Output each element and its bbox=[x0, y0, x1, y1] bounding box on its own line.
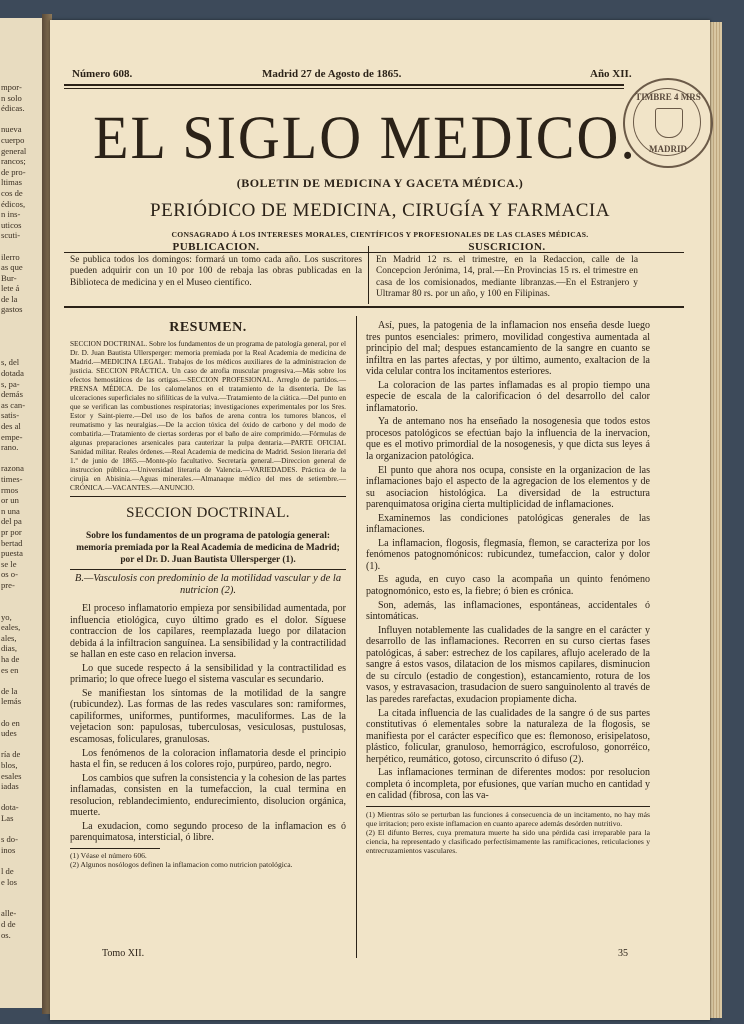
left-column bbox=[70, 320, 346, 869]
footnote: (1) Mientras sólo se perturban las funciones á consecuencia de un incitamento, no hay más que irritacion; pero existe inflamacion en cuanto aparece además desórden nutritivo. bbox=[366, 809, 650, 828]
suscricion-text: En Madrid 12 rs. el trimestre, en la Redaccion, calle de la Concepcion Jerónima, 14, pral.—En Provincias 15 rs. el trimestre en casa de los comisionados, mediante libranzas.—En el Estranjero y Ultramar 80 rs. por un año, y 100 en Filipinas. bbox=[376, 255, 638, 299]
resumen-title: RESUMEN. bbox=[169, 320, 247, 335]
body-paragraph: Son, además, las inflamaciones, espontáneas, accidentales ó sintomáticas. bbox=[366, 599, 650, 623]
stamp-bottom-text: MADRID bbox=[649, 144, 687, 154]
body-paragraph: Influyen notablemente las cualidades de la sangre en el carácter y desarrollo de las inflamaciones. Recorren en su curso ciertas fases patológicas, á saber: estrechez de los capilares, aflujo acelerado de la sangre á estos vasos, dilatacion de los mismos capilares, disminucion de su círculo (estadio de congestion), estancamiento, rotura de los vasos, y estravasacion, trasudacion de suero sanguinolento al través de las paredes rarefactas, exudacion propiamente dicha. bbox=[366, 624, 650, 705]
masthead-title: EL SIGLO MEDICO. bbox=[93, 103, 637, 172]
tax-stamp bbox=[623, 78, 713, 168]
resumen-text: SECCION DOCTRINAL. Sobre los fundamentos de un programa de patología general, por el Dr. D. Juan Bautista Ullersperger: memoria premiada por la Real Academia de medicina de Madrid.—MEDICINA LEGAL. Trabajos de los médicos auxiliares de la administracion de justicia. SECCION PRÁCTICA. Un caso de atrofia muscular progresiva.—Más sobre los efectos hemostáticos de las ortigas.—SECCION PROFESIONAL. Arreglo de partidos.—PRENSA MÉDICA. De los calomelanos en el tratamiento de la disentería. De las ulceraciones superficiales no sifilíticas de la vulva.—Tratamiento de la ciática.—Del punto en que se verifican las combustiones respiratorias; investigaciones experimentales por los Sres. Estor y Saint-pierre.—Del uso de los baños de arena contra los tumores blancos, el reumatismo y las neuralgias.—De la accion tóxica del óxido de carbono y del modo de combatirla.—Tratamiento de ciertas sorderas por el baño de aire comprimido.—Fórmulas de algunas preparaciones arsenicales para cauterizar la pulpa dentaria.—PARTE OFICIAL Sanidad militar. Reales órdenes.—Real Academia de medicina de Madrid. Sesion literaria del 1.º de junio de 1865.—Monte-pío facultativo. Secretaría general.—Direccion general de instruccion pública.—Universidad literaria de Valencia.—VARIEDADES. Práctica de la cirujía en Abisinia.—Aguas minerales.—Almanaque médico del mes de setiembre.—CRÓNICA.—VACANTES.—ANUNCIO. bbox=[70, 339, 346, 492]
body-paragraph: Los fenómenos de la coloracion inflamatoria desde el principio hasta el fin, se reducen á los colores rojo, purpúreo, pardo, negro. bbox=[70, 747, 346, 771]
page-edge bbox=[708, 22, 722, 1018]
column-divider bbox=[356, 316, 357, 958]
left-footnote-rule bbox=[70, 848, 160, 849]
seccion-intro: Sobre los fundamentos de un programa de patología general: memoria premiada por la Real Academia de medicina de Madrid; por el Dr. D. Juan Bautista Ullersperger (1). bbox=[76, 531, 340, 565]
body-paragraph: Las inflamaciones terminan de diferentes modos: por resolucion completa ó incompleta, por efusiones, que varían mucho en cantidad y en calidad (fibrosa, con las va- bbox=[366, 767, 650, 802]
resumen-rule bbox=[70, 496, 346, 497]
info-divider bbox=[368, 246, 369, 304]
body-paragraph: Así, pues, la patogenia de la inflamacion nos enseña desde luego tres puntos esenciales: primero, movilidad congestiva aumentada al principio del mal; despues estancamiento de la sangre en cuanto se infiltra en las partes afectas, y por último, aumento, exaltacion de la vida celular contra los incitamentos esteriores. bbox=[366, 320, 650, 378]
suscricion-box bbox=[376, 242, 638, 300]
suscricion-title: SUSCRICION. bbox=[468, 241, 546, 253]
left-page-fragment bbox=[0, 18, 46, 1008]
body-paragraph: La inflamacion, flogosis, flegmasía, flemon, se caracteriza por los fenómenos patognomónicos: rubicundez, tumefaccion, calor y dolor (1). bbox=[366, 537, 650, 572]
publicacion-text: Se publica todos los domingos: formará un tomo cada año. Los suscritores pueden adquirir con un 10 por 100 de rebaja las obras publicadas en la Biblioteca de medicina y en el Museo científico. bbox=[70, 255, 362, 288]
publicacion-box bbox=[70, 242, 362, 289]
masthead-tagline: PERIÓDICO DE MEDICINA, CIRUGÍA Y FARMACIA bbox=[150, 200, 610, 221]
masthead-subtitle: (BOLETIN DE MEDICINA Y GACETA MÉDICA.) bbox=[236, 176, 524, 190]
left-footnotes bbox=[70, 851, 346, 869]
body-paragraph: La coloracion de las partes inflamadas es al propio tiempo una especie de escala de la calorificacion ó del desarrollo del calor inflamatorio. bbox=[366, 379, 650, 414]
right-footnote-rule bbox=[366, 806, 650, 807]
footer-page-number: 35 bbox=[618, 948, 628, 959]
issue-date: Madrid 27 de Agosto de 1865. bbox=[262, 68, 402, 80]
header-rule bbox=[64, 84, 624, 86]
footnote: (1) Véase el número 606. bbox=[70, 850, 147, 860]
left-body bbox=[70, 603, 346, 844]
right-column bbox=[366, 320, 650, 855]
masthead-consagrado: CONSAGRADO Á LOS INTERESES MORALES, CIENTÍFICOS Y PROFESIONALES DE LAS CLASES MÉDICAS. bbox=[171, 230, 589, 239]
body-paragraph: El punto que ahora nos ocupa, consiste en la organizacion de las inflamaciones bajo el aspecto de la agregacion de los elementos y de su asociacion histológica. La diversidad de la estructura parenquimatosa origina cierta multiplicidad de inflamaciones. bbox=[366, 464, 650, 511]
body-paragraph: El proceso inflamatorio empieza por sensibilidad aumentada, por influencia etiológica, cuyo último grado es el dolor. Síguese contraccion de los capilares, reemplazada luego por dilatacion debida á la infiltracion sanguínea. La sensibilidad y la contractilidad se hallan en este caso en relacion inversa. bbox=[70, 603, 346, 661]
right-footnotes bbox=[366, 810, 650, 855]
issue-year: Año XII. bbox=[590, 68, 632, 80]
footnote: (2) Algunos nosólogos definen la inflamacion como nutricion patológica. bbox=[70, 859, 293, 869]
body-paragraph: Ya de antemano nos ha enseñado la nosogenesia que todos estos procesos patológicos se efectúan bajo la influencia de la inervacion, que es el motivo primordial de la nosogenesis, y que dicta sus leyes á la organizacion patológica. bbox=[366, 416, 650, 463]
body-paragraph: Los cambios que sufren la consistencia y la cohesion de las partes inflamadas, consisten en la tumefaccion, la cual termina en resolucion, reblandecimiento, endurecimiento, disolucion orgánica, muerte. bbox=[70, 772, 346, 819]
info-rule-bottom bbox=[64, 306, 684, 308]
seccion-title: SECCION DOCTRINAL. bbox=[126, 505, 290, 521]
footer-tomo: Tomo XII. bbox=[102, 948, 145, 959]
header-rule-thin bbox=[64, 88, 624, 89]
seccion-subhead: B.—Vasculosis con predominio de la motilidad vascular y de la nutricion (2). bbox=[74, 573, 342, 596]
body-paragraph: La exudacion, como segundo proceso de la inflamacion es ó parenquimatosa, intersticial, ó libre. bbox=[70, 820, 346, 844]
footnote: (2) El difunto Berres, cuya prematura muerte ha sido una pérdida casi irreparable para la ciencia, ha representado y clasificado perfectísimamente las ramificaciones, reticulaciones y entrecruzamientos vasculares. bbox=[366, 827, 650, 855]
body-paragraph: Se manifiestan los síntomas de la motilidad de la sangre (rubicundez). Las formas de las redes vasculares son: ramiformes, capiliformes, uniformes, puntiformes, maculiformes. Las de la vejetacion son: papulosas, tuberculosas, vesiculosas, pustulosas, escamosas, foliculares, granulosas. bbox=[70, 687, 346, 746]
stamp-top-text: TIMBRE 4 MRS bbox=[635, 92, 701, 102]
newspaper-page bbox=[50, 20, 710, 1020]
body-paragraph: Examinemos las condiciones patológicas generales de las inflamaciones. bbox=[366, 512, 650, 536]
crest-icon bbox=[655, 108, 683, 138]
issue-number: Número 608. bbox=[72, 68, 133, 80]
body-paragraph: Lo que sucede respecto á la sensibilidad y la contractilidad es primario; lo que ofrece luego el sistema vascular es secundario. bbox=[70, 662, 346, 686]
seccion-rule bbox=[70, 569, 346, 570]
body-paragraph: Es aguda, en cuyo caso la acompaña un quinto fenómeno patognomónico, esto es, la fiebre; ó bien es crónica. bbox=[366, 574, 650, 598]
right-body bbox=[366, 320, 650, 802]
publicacion-title: PUBLICACION. bbox=[172, 241, 260, 253]
left-page-text: mpor- n solo édicas. nueva cuerpo general rancos; de pro- ltimas cos de édicos, n ins- uticos scuti- ilerro as que Bur- lete á de la gastos s, del dotada s, pa- demás as can- satis- des al empe- rano. razona times- rmos or un n una del pa pr por bertad puesta se le os o- pre- yo, eales, ales, dias, ha de es en de la lemás do en udes ría de blos, esales iadas dota- Las s do- inos l de e los alle- d de os. bbox=[1, 82, 27, 940]
body-paragraph: La citada influencia de las cualidades de la sangre ó de sus partes constitutivas ó elementales sobre la naturaleza de la flogosis, se manifiesta por el carácter específico que es: flemonoso, erisipelatoso, plástico, folicular, granuloso, hemorrágico, escrofuloso, gonorréico, herpético, reumático, gotoso, circunscrito ó difuso (2). bbox=[366, 707, 650, 765]
